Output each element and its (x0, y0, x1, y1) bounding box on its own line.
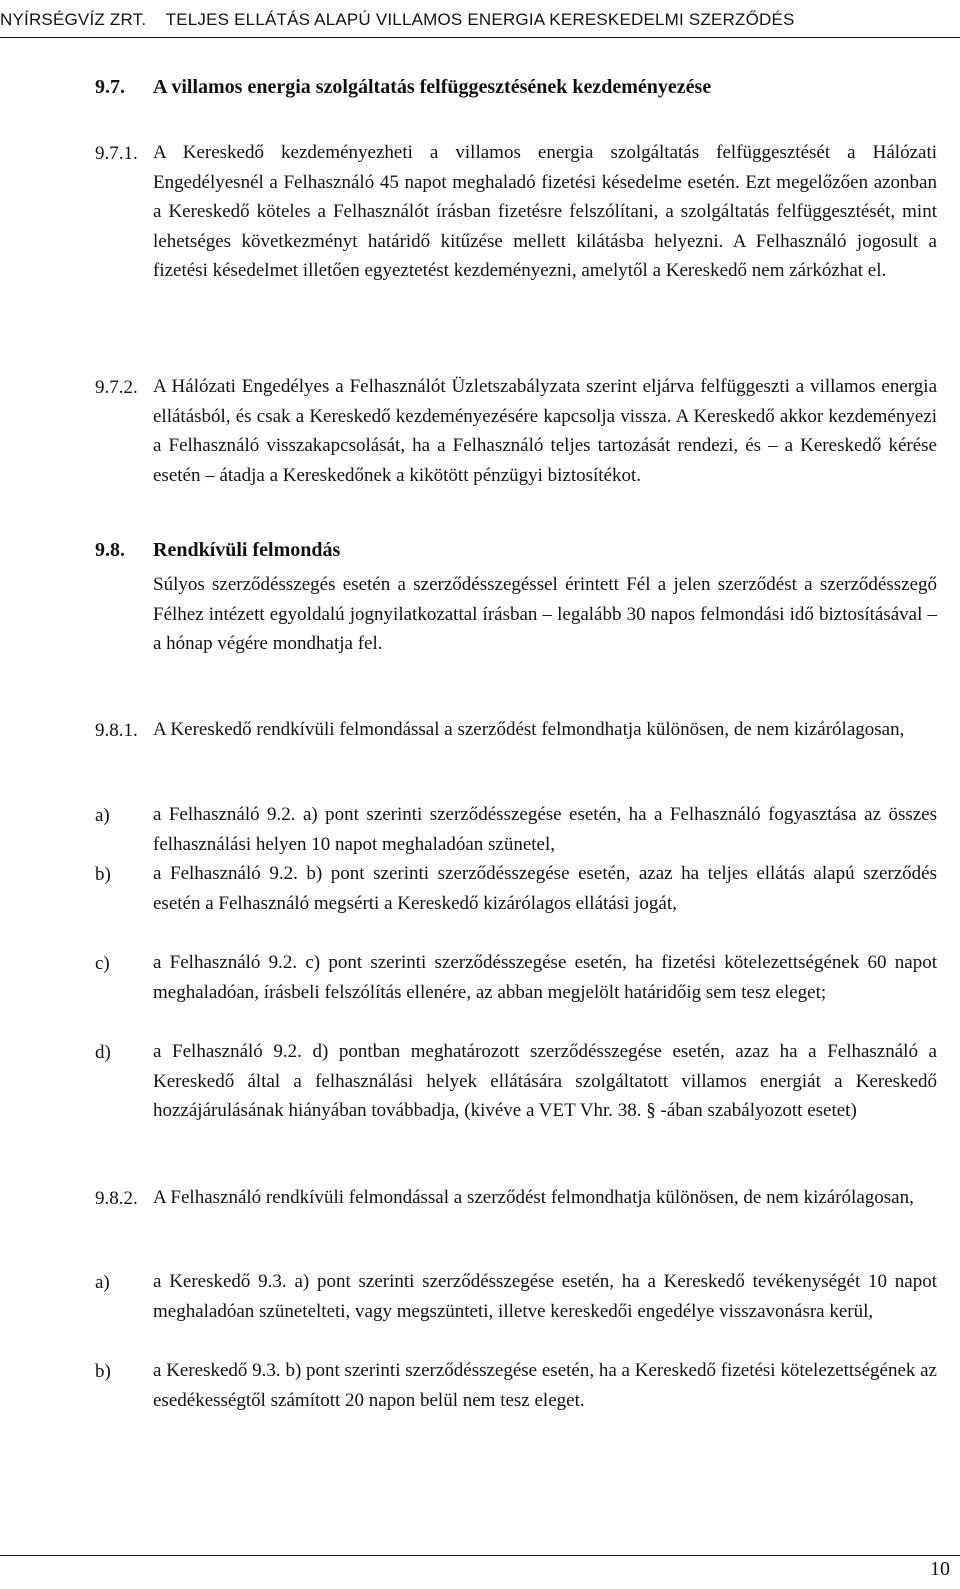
item-9-8-2-a-label: a) (95, 1272, 110, 1293)
paragraph-9-7-2-number: 9.7.2. (95, 377, 138, 398)
page-header (0, 4, 960, 36)
paragraph-9-8-2-text: A Felhasználó rendkívüli felmondással a szerződést felmondhatja különösen, de nem kizárólagosan, (153, 1187, 914, 1208)
item-9-8-1-b-label: b) (95, 864, 111, 885)
item-9-8-1-d-label: d) (95, 1042, 111, 1063)
item-9-8-2-a-text: a Kereskedő 9.3. a) pont szerinti szerződésszegése esetén, ha a Kereskedő tevékenységét 10 napot meghaladóan szünetelteti, vagy megszünteti, illetve kereskedői engedélye visszavonásra kerül, (153, 1271, 937, 1322)
item-9-8-2-b-label: b) (95, 1361, 111, 1382)
page-number: 10 (930, 1558, 950, 1580)
paragraph-9-7-1-number: 9.7.1. (95, 143, 138, 164)
paragraph-9-8-1-number: 9.8.1. (95, 720, 138, 741)
header-divider (0, 37, 960, 38)
item-9-8-1-b-text: a Felhasználó 9.2. b) pont szerinti szerződésszegése esetén, azaz ha teljes ellátás alapú szerződés esetén a Felhasználó megsérti a Kereskedő kizárólagos ellátási jogát, (153, 863, 937, 914)
paragraph-9-8-1-text: A Kereskedő rendkívüli felmondással a szerződést felmondhatja különösen, de nem kizárólagosan, (153, 719, 905, 740)
item-9-8-1-c-text: a Felhasználó 9.2. c) pont szerinti szerződésszegése esetén, ha fizetési kötelezettségének 60 napot meghaladóan, írásbeli felszólítás ellenére, az abban megjelölt határidőig sem tesz eleget; (153, 952, 937, 1003)
item-9-8-2-b-text: a Kereskedő 9.3. b) pont szerinti szerződésszegése esetén, ha a Kereskedő fizetési kötelezettségének az esedékességtől számított 20 napon belül nem tesz eleget. (153, 1360, 937, 1411)
section-9-7-number: 9.7. (95, 76, 125, 98)
header-title: NYÍRSÉGVÍZ ZRT. TELJES ELLÁTÁS ALAPÚ VILLAMOS ENERGIA KERESKEDELMI SZERZŐDÉS (0, 10, 795, 29)
footer-divider (0, 1555, 960, 1556)
section-9-8-title: Rendkívüli felmondás (153, 539, 341, 561)
section-9-8-number: 9.8. (95, 539, 125, 561)
section-9-7-title: A villamos energia szolgáltatás felfüggesztésének kezdeményezése (153, 76, 712, 98)
paragraph-9-8-2-number: 9.8.2. (95, 1188, 138, 1209)
item-9-8-1-a-label: a) (95, 805, 110, 826)
paragraph-9-7-1-text: A Kereskedő kezdeményezheti a villamos energia szolgáltatás felfüggesztését a Hálózati Engedélyesnél a Felhasználó 45 napot meghaladó fizetési késedelme esetén. Ezt megelőzően azonban a Kereskedő köteles a Felhasználót írásban fizetésre felszólítani, a szolgáltatás felfüggesztését, mint lehetséges következményt határidő kitűzése mellett kilátásba helyezni. A Felhasználó jogosult a fizetési késedelmet illetően egyeztetést kezdeményezni, amelytől a Kereskedő nem zárkózhat el. (153, 142, 937, 282)
item-9-8-1-a-text: a Felhasználó 9.2. a) pont szerinti szerződésszegése esetén, ha a Felhasználó fogyasztása az összes felhasználási helyen 10 napot meghaladóan szünetel, (153, 804, 937, 855)
item-9-8-1-c-label: c) (95, 953, 110, 974)
paragraph-9-7-2-text: A Hálózati Engedélyes a Felhasználót Üzletszabályzata szerint eljárva felfüggeszti a villamos energia ellátásból, és csak a Kereskedő kezdeményezésére kapcsolja vissza. A Kereskedő akkor kezdeményezi a Felhasználó visszakapcsolását, ha a Felhasználó teljes tartozását rendezi, és – a Kereskedő kérése esetén – átadja a Kereskedőnek a kikötött pénzügyi biztosítékot. (153, 376, 937, 486)
item-9-8-1-d-text: a Felhasználó 9.2. d) pontban meghatározott szerződésszegése esetén, azaz ha a Felhasználó a Kereskedő által a felhasználási helyek ellátására szolgáltatott villamos energiát a Kereskedő hozzájárulásának hiányában továbbadja, (kivéve a VET Vhr. 38. § -ában szabályozott esetet) (153, 1041, 937, 1122)
section-9-8-intro: Súlyos szerződésszegés esetén a szerződésszegéssel érintett Fél a jelen szerződést a szerződésszegő Félhez intézett egyoldalú jognyilatkozattal írásban – legalább 30 napos felmondási idő biztosításával – a hónap végére mondhatja fel. (153, 574, 937, 655)
